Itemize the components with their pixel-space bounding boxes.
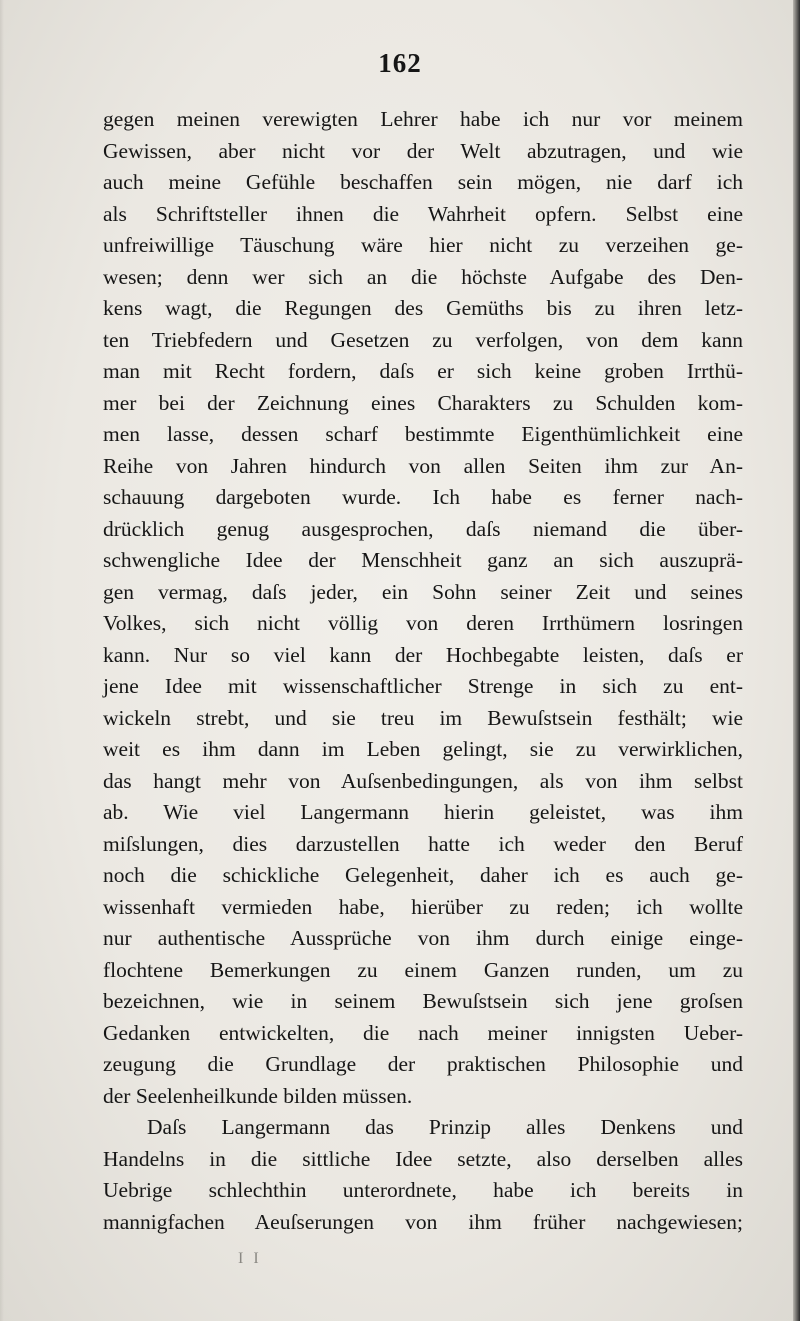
text-line: das hangt mehr von Auſsenbedingungen, als von ihm selbst (103, 768, 743, 793)
text-line: der Seelenheilkunde bilden müssen. (103, 1083, 413, 1108)
text-line: jene Idee mit wissenschaftlicher Strenge in sich zu ent- (103, 674, 743, 698)
page-right-edge-shadow (793, 0, 800, 1321)
text-line: mer bei der Zeichnung eines Charakters zu Schulden kom- (103, 390, 743, 415)
text-line: schauung dargeboten wurde. Ich habe es ferner nach- (103, 485, 743, 509)
text-line: man mit Recht fordern, daſs er sich keine groben Irrthü- (103, 359, 743, 383)
text-line: noch die schickliche Gelegenheit, daher ich es auch ge- (103, 863, 743, 887)
text-line: Volkes, sich nicht völlig von deren Irrthümern losringen (103, 611, 743, 635)
text-line: drücklich genug ausgesprochen, daſs niemand die über- (103, 516, 743, 541)
text-line: schwengliche Idee der Menschheit ganz an sich auszuprä- (103, 548, 743, 572)
text-line: miſslungen, dies darzustellen hatte ich weder den Beruf (103, 831, 743, 856)
text-line: Daſs Langermann das Prinzip alles Denkens und (147, 1115, 743, 1139)
text-line: nur authentische Aussprüche von ihm durch einige einge- (103, 926, 743, 950)
text-line: zeugung die Grundlage der praktischen Philosophie und (103, 1052, 743, 1076)
text-line: mannigfachen Aeuſserungen von ihm früher nachgewiesen; (103, 1209, 743, 1234)
text-line: wickeln strebt, und sie treu im Bewuſstsein festhält; wie (103, 705, 743, 730)
text-line: ab. Wie viel Langermann hierin geleistet, was ihm (103, 800, 743, 824)
text-line: ten Triebfedern und Gesetzen zu verfolgen, von dem kann (103, 327, 743, 352)
page-left-edge (0, 0, 4, 1321)
page-number: 162 (378, 48, 422, 78)
text-line: gen vermag, daſs jeder, ein Sohn seiner Zeit und seines (103, 579, 743, 604)
text-line: kann. Nur so viel kann der Hochbegabte leisten, daſs er (103, 642, 743, 667)
text-line: gegen meinen verewigten Lehrer habe ich nur vor meinem (103, 107, 743, 131)
text-line: Reihe von Jahren hindurch von allen Seiten ihm zur An- (103, 453, 743, 478)
text-line: auch meine Gefühle beschaffen sein mögen, nie darf ich (103, 170, 743, 194)
text-line: men lasse, dessen scharf bestimmte Eigenthümlichkeit eine (103, 422, 743, 446)
text-line: unfreiwillige Täuschung wäre hier nicht zu verzeihen ge- (103, 233, 743, 257)
text-line: weit es ihm dann im Leben gelingt, sie zu verwirklichen, (103, 737, 743, 761)
text-line: Handelns in die sittliche Idee setzte, also derselben alles (103, 1146, 743, 1171)
text-line: wissenhaft vermieden habe, hierüber zu reden; ich wollte (103, 894, 743, 919)
footer-mark: I I (238, 1250, 262, 1267)
text-line: bezeichnen, wie in seinem Bewuſstsein sich jene groſsen (103, 989, 743, 1013)
text-line: als Schriftsteller ihnen die Wahrheit opfern. Selbst eine (103, 201, 743, 226)
text-line: Uebrige schlechthin unterordnete, habe ich bereits in (103, 1178, 743, 1202)
text-line: kens wagt, die Regungen des Gemüths bis zu ihren letz- (103, 296, 743, 320)
text-line: wesen; denn wer sich an die höchste Aufgabe des Den- (103, 264, 743, 289)
text-line: flochtene Bemerkungen zu einem Ganzen runden, um zu (103, 957, 743, 982)
body-text (103, 104, 743, 1238)
text-line: Gedanken entwickelten, die nach meiner innigsten Ueber- (103, 1020, 743, 1045)
text-line: Gewissen, aber nicht vor der Welt abzutragen, und wie (103, 138, 743, 163)
